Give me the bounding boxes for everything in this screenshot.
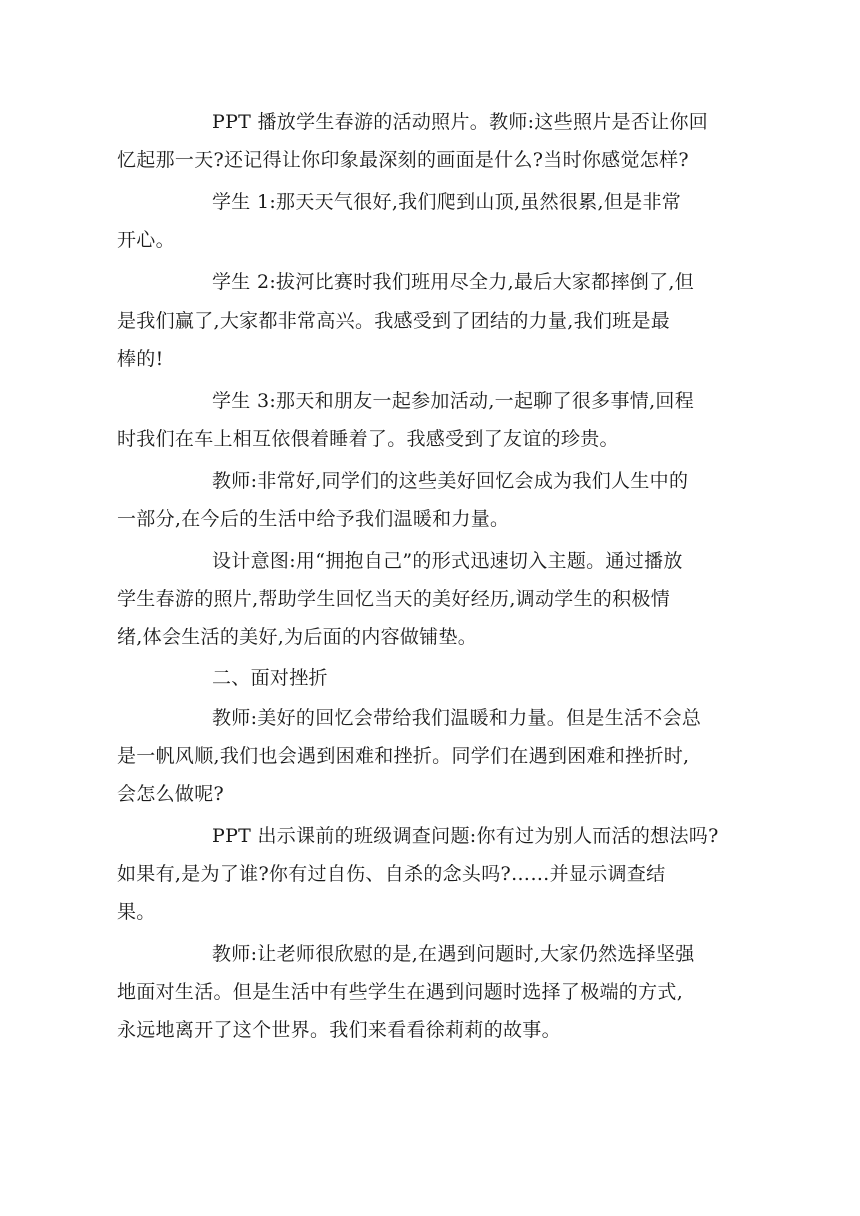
paragraph-student-2-line-1: 学生 2:拔河比赛时我们班用尽全力,最后大家都摔倒了,但 — [212, 271, 695, 293]
paragraph-student-2-line-2: 是我们赢了,大家都非常高兴。我感受到了团结的力量,我们班是最 — [117, 310, 671, 332]
paragraph-design-intent-line-3: 绪,体会生活的美好,为后面的内容做铺垫。 — [117, 626, 478, 648]
paragraph-student-3-line-1: 学生 3:那天和朋友一起参加活动,一起聊了很多事情,回程 — [212, 390, 695, 412]
paragraph-student-1-line-1: 学生 1:那天天气很好,我们爬到山顶,虽然很累,但是非常 — [212, 191, 682, 213]
paragraph-teacher-2-line-1: 教师:美好的回忆会带给我们温暖和力量。但是生活不会总 — [212, 707, 702, 729]
paragraph-teacher-1-line-2: 一部分,在今后的生活中给予我们温暖和力量。 — [117, 508, 510, 530]
paragraph-ppt-photos-line-1: PPT 播放学生春游的活动照片。教师:这些照片是否让你回 — [212, 111, 709, 133]
paragraph-ppt-survey-line-2: 如果有,是为了谁?你有过自伤、自杀的念头吗?……并显示调查结 — [117, 863, 666, 885]
section-heading: 二、面对挫折 — [212, 667, 328, 689]
paragraph-student-1-line-2: 开心。 — [117, 229, 175, 251]
paragraph-teacher-2-line-2: 是一帆风顺,我们也会遇到困难和挫折。同学们在遇到困难和挫折时, — [117, 745, 690, 767]
paragraph-ppt-survey-line-3: 果。 — [117, 901, 156, 923]
paragraph-teacher-1-line-1: 教师:非常好,同学们的这些美好回忆会成为我们人生中的 — [212, 470, 689, 492]
paragraph-design-intent-line-1: 设计意图:用“拥抱自己”的形式迅速切入主题。通过播放 — [212, 550, 683, 572]
paragraph-ppt-photos-line-2: 忆起那一天?还记得让你印象最深刻的画面是什么?当时你感觉怎样? — [117, 149, 689, 171]
paragraph-ppt-survey-line-1: PPT 出示课前的班级调查问题:你有过为别人而活的想法吗? — [212, 825, 719, 847]
paragraph-teacher-2-line-3: 会怎么做呢? — [117, 783, 224, 805]
paragraph-design-intent-line-2: 学生春游的照片,帮助学生回忆当天的美好经历,调动学生的积极情 — [117, 588, 671, 610]
paragraph-student-3-line-2: 时我们在车上相互依偎着睡着了。我感受到了友谊的珍贵。 — [117, 428, 619, 450]
paragraph-teacher-3-line-3: 永远地离开了这个世界。我们来看看徐莉莉的故事。 — [117, 1019, 561, 1041]
paragraph-student-2-line-3: 棒的! — [117, 348, 164, 370]
paragraph-teacher-3-line-2: 地面对生活。但是生活中有些学生在遇到问题时选择了极端的方式, — [117, 981, 684, 1003]
paragraph-teacher-3-line-1: 教师:让老师很欣慰的是,在遇到问题时,大家仍然选择坚强 — [212, 943, 695, 965]
